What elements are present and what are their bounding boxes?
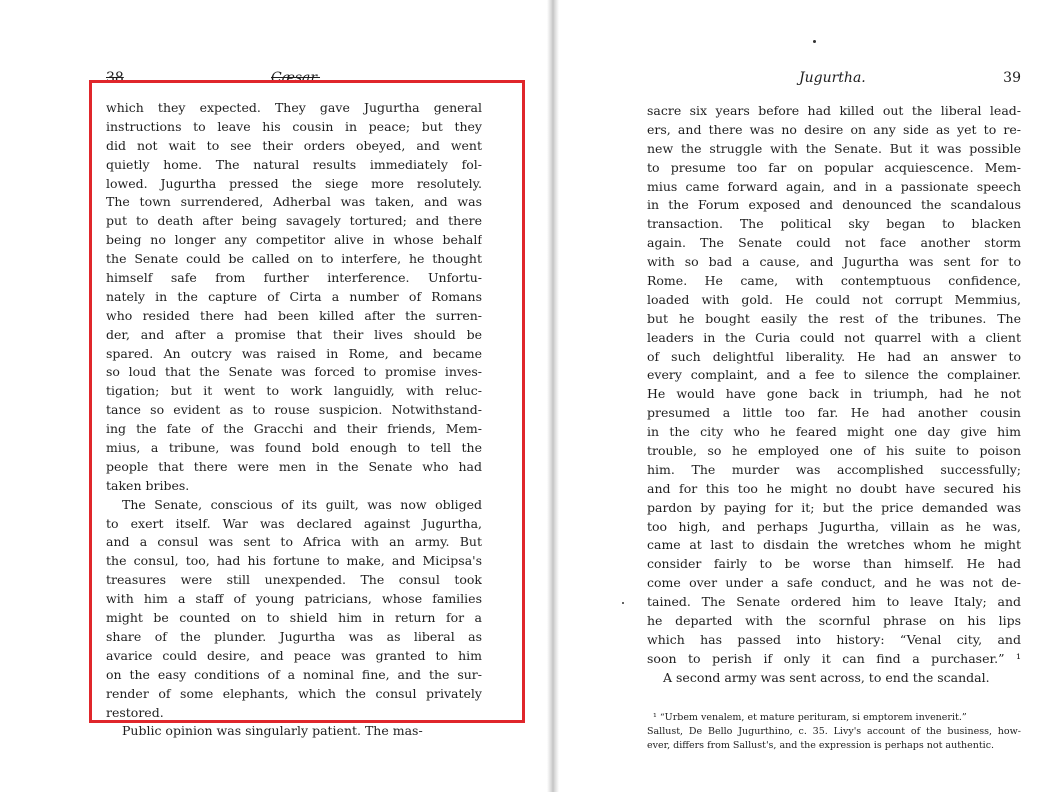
text-line: every complaint, and a fee to silence the complainer. xyxy=(647,367,1021,383)
text-line: came at last to disdain the wretches whom he might xyxy=(647,537,1021,553)
text-line: pardon by paying for it; but the price demanded was xyxy=(647,499,1021,515)
text-line: put to death after being savagely tortured; and there xyxy=(106,213,482,229)
left-running-head xyxy=(106,70,482,90)
text-line: The town surrendered, Adherbal was taken, and was xyxy=(106,194,482,210)
right-running-title: Jugurtha. xyxy=(799,70,866,86)
text-line: and a consul was sent to Africa with an army. But xyxy=(106,534,482,550)
footnote-line: Sallust, De Bello Jugurthino, c. 35. Livy's account of the business, how- xyxy=(647,726,1021,737)
text-line: nately in the capture of Cirta a number of Romans xyxy=(106,288,482,304)
text-line: tance so evident as to rouse suspicion. Notwithstand- xyxy=(106,402,482,418)
text-line: himself safe from further interference. Unfortu- xyxy=(106,270,482,286)
text-line: consider fairly to be worse than himself. He had xyxy=(647,556,1021,572)
text-line: people that there were men in the Senate who had xyxy=(106,458,482,474)
text-line: treasures were still unexpended. The consul took xyxy=(106,572,482,588)
text-line: the Senate could be called on to interfere, he thought xyxy=(106,251,482,267)
left-text-column xyxy=(106,99,482,741)
text-line: tained. The Senate ordered him to leave Italy; and xyxy=(647,594,1021,610)
text-line: too high, and perhaps Jugurtha, villain as he was, xyxy=(647,518,1021,534)
text-line: which has passed into history: “Venal city, and xyxy=(647,631,1021,647)
text-line: who resided there had been killed after the surren- xyxy=(106,307,482,323)
text-line: him. The murder was accomplished successfully; xyxy=(647,461,1021,477)
text-line: He would have gone back in triumph, had he not xyxy=(647,386,1021,402)
text-line: with so bad a cause, and Jugurtha was sent for to xyxy=(647,254,1021,270)
left-page-number: 38 xyxy=(106,70,124,86)
text-line: he departed with the scornful phrase on his lips xyxy=(647,613,1021,629)
text-line: loaded with gold. He could not corrupt Memmius, xyxy=(647,291,1021,307)
text-line: to exert itself. War was declared against Jugurtha, xyxy=(106,515,482,531)
right-text-column xyxy=(647,102,1021,688)
text-line: Public opinion was singularly patient. The mas- xyxy=(122,723,423,739)
text-line: and for this too he might no doubt have secured his xyxy=(647,480,1021,496)
left-running-title: Cæsar. xyxy=(271,70,321,86)
text-line: sacre six years before had killed out the liberal lead- xyxy=(647,103,1021,118)
text-line: restored. xyxy=(106,704,164,720)
text-line: leaders in the Curia could not quarrel with a client xyxy=(647,329,1021,345)
text-line: which they expected. They gave Jugurtha general xyxy=(106,100,482,115)
text-line: being no longer any competitor alive in whose behalf xyxy=(106,232,482,248)
footnote-line: ¹ “Urbem venalem, et mature perituram, si emptorem invenerit.” xyxy=(653,712,967,723)
text-line: spared. An outcry was raised in Rome, and became xyxy=(106,345,482,361)
text-line: on the easy conditions of a nominal fine, and the sur- xyxy=(106,666,482,682)
book-gutter xyxy=(547,0,559,792)
text-line: again. The Senate could not face another storm xyxy=(647,235,1021,251)
text-line: taken bribes. xyxy=(106,477,190,493)
text-line: in the city who he feared might one day give him xyxy=(647,424,1021,440)
text-line: of such delightful liberality. He had an answer to xyxy=(647,348,1021,364)
text-line: Rome. He came, with contemptuous confidence, xyxy=(647,273,1021,289)
text-line: come over under a safe conduct, and he was not de- xyxy=(647,575,1021,591)
text-line: ing the fate of the Gracchi and their friends, Mem- xyxy=(106,421,482,437)
footnote xyxy=(647,711,1021,753)
footnote-line: ever, differs from Sallust's, and the expression is perhaps not authentic. xyxy=(647,740,995,751)
text-line: quietly home. The natural results immediately fol- xyxy=(106,156,482,172)
text-line: render of some elephants, which the consul privately xyxy=(106,685,482,701)
text-line: but he bought easily the rest of the tribunes. The xyxy=(647,310,1021,326)
text-line: avarice could desire, and peace was granted to him xyxy=(106,647,482,663)
text-line: transaction. The political sky began to blacken xyxy=(647,216,1021,232)
text-line: tigation; but it went to work languidly, with reluc- xyxy=(106,383,482,399)
text-line: mius came forward again, and in a passionate speech xyxy=(647,178,1021,194)
text-line: The Senate, conscious of its guilt, was now obliged xyxy=(122,496,482,512)
text-line: presumed a little too far. He had another cousin xyxy=(647,405,1021,421)
text-line: lowed. Jugurtha pressed the siege more resolutely. xyxy=(106,175,482,191)
text-line: to presume too far on popular acquiescence. Mem- xyxy=(647,159,1021,175)
text-line: soon to perish if only it can find a purchaser.” ¹ xyxy=(647,650,1021,666)
text-line: the consul, too, had his fortune to make, and Micipsa's xyxy=(106,553,482,569)
right-page-number: 39 xyxy=(1003,70,1021,86)
text-line: with him a staff of young patricians, whose families xyxy=(106,591,482,607)
text-line: in the Forum exposed and denounced the scandalous xyxy=(647,197,1021,213)
text-line: share of the plunder. Jugurtha was as liberal as xyxy=(106,628,482,644)
text-line: mius, a tribune, was found bold enough to tell the xyxy=(106,440,482,456)
text-line: new the struggle with the Senate. But it was possible xyxy=(647,140,1021,156)
text-line: der, and after a promise that their lives should be xyxy=(106,326,482,342)
right-running-head xyxy=(647,70,1021,90)
text-line: might be counted on to shield him in return for a xyxy=(106,610,482,626)
text-line: instructions to leave his cousin in peace; but they xyxy=(106,118,482,134)
speck-mark xyxy=(813,40,816,43)
text-line: trouble, so he employed one of his suite to poison xyxy=(647,443,1021,459)
text-line: A second army was sent across, to end the scandal. xyxy=(663,669,990,685)
speck-mark xyxy=(622,602,624,604)
text-line: did not wait to see their orders obeyed, and went xyxy=(106,137,482,153)
text-line: so loud that the Senate was forced to promise inves- xyxy=(106,364,482,380)
text-line: ers, and there was no desire on any side as yet to re- xyxy=(647,121,1021,137)
